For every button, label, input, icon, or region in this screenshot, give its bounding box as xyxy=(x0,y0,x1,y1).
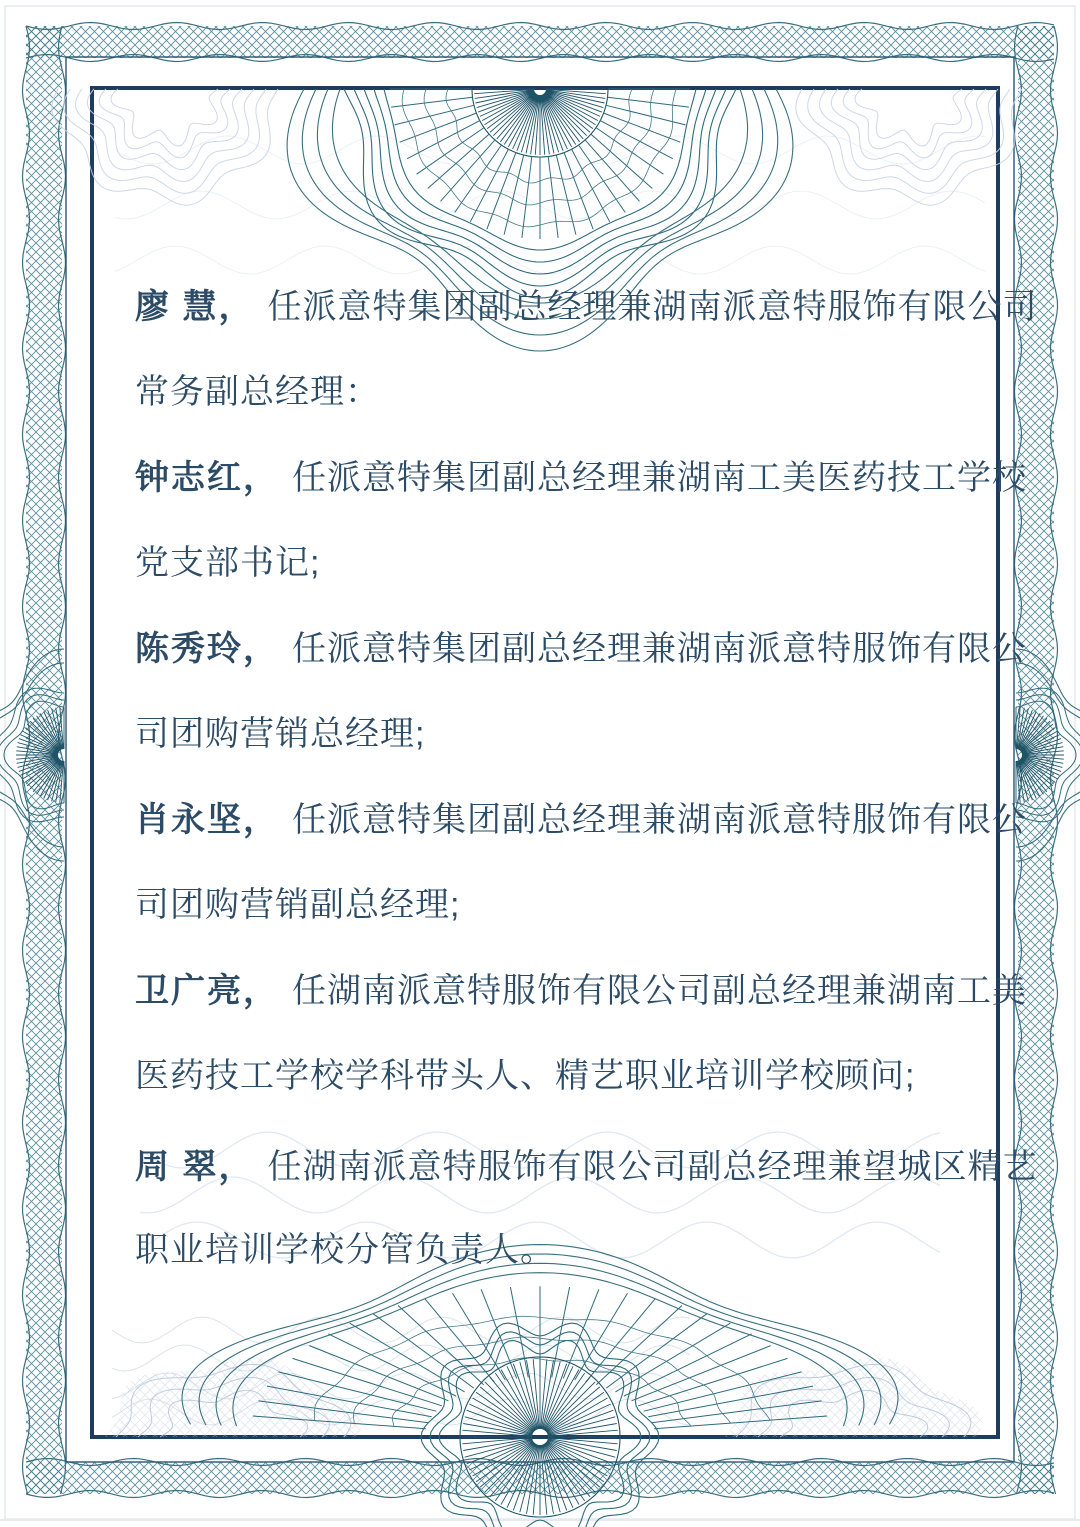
entry-line xyxy=(135,1230,1015,1270)
entry-text: 任派意特集团副总经理兼湖南派意特服饰有限公 xyxy=(292,801,1027,839)
entry-line xyxy=(135,1056,1015,1096)
entry-line xyxy=(135,885,1015,925)
entry-text: 医药技工学校学科带头人、精艺职业培训学校顾问; xyxy=(135,1057,916,1095)
entry-line xyxy=(135,971,1027,1011)
entry-line xyxy=(135,458,1027,498)
entry-line xyxy=(135,629,1027,669)
entry-line xyxy=(135,543,1015,583)
entry-text: 任派意特集团副总经理兼湖南工美医药技工学校 xyxy=(292,459,1027,497)
entry-text: 职业培训学校分管负责人。 xyxy=(135,1231,555,1269)
comma: ， xyxy=(243,459,278,497)
person-name: 钟志红 xyxy=(135,459,243,497)
entry-line xyxy=(135,800,1027,840)
comma: ， xyxy=(218,288,254,326)
entry-text: 任派意特集团副总经理兼湖南派意特服饰有限公司 xyxy=(267,288,1038,326)
entry-text: 党支部书记; xyxy=(135,544,321,582)
person-name: 廖 慧 xyxy=(135,288,219,326)
entry-line xyxy=(135,372,1015,412)
person-name: 周 翠 xyxy=(135,1148,219,1186)
comma: ， xyxy=(243,801,278,839)
entry-line xyxy=(135,1147,1038,1187)
entry-text: 司团购营销副总经理; xyxy=(135,886,461,924)
person-name: 卫广亮 xyxy=(135,972,243,1010)
entry-line xyxy=(135,287,1038,327)
entry-text: 任派意特集团副总经理兼湖南派意特服饰有限公 xyxy=(292,630,1027,668)
entry-text: 常务副总经理： xyxy=(135,373,380,411)
comma: ， xyxy=(243,972,278,1010)
entry-text: 司团购营销总经理; xyxy=(135,715,426,753)
entry-text: 任湖南派意特服饰有限公司副总经理兼望城区精艺 xyxy=(267,1148,1038,1186)
comma: ， xyxy=(243,630,278,668)
comma: ， xyxy=(218,1148,254,1186)
entry-text: 任湖南派意特服饰有限公司副总经理兼湖南工美 xyxy=(292,972,1027,1010)
person-name: 陈秀玲 xyxy=(135,630,243,668)
entry-line xyxy=(135,714,1015,754)
person-name: 肖永坚 xyxy=(135,801,243,839)
